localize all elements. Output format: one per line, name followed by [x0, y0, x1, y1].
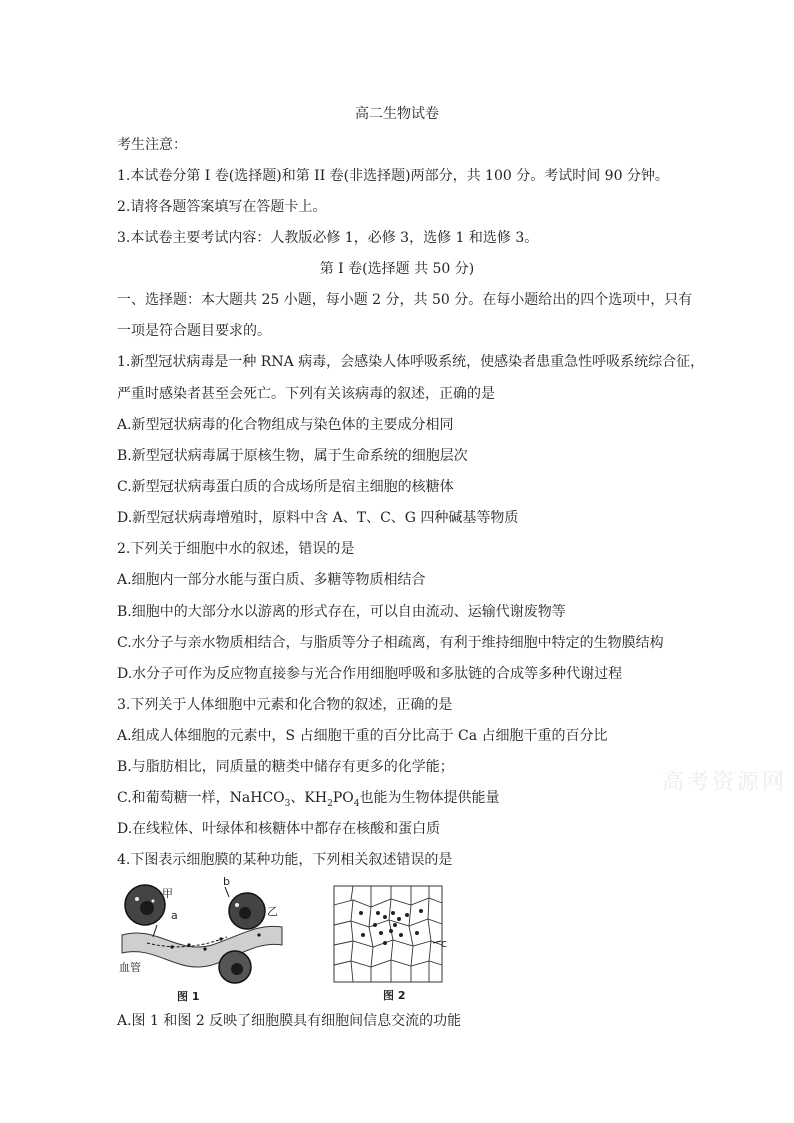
notice-1: 1.本试卷分第 I 卷(选择题)和第 II 卷(非选择题)两部分，共 100 分。考试时间 90 分钟。: [117, 168, 669, 184]
q3-option-c-sub-3: 4: [353, 798, 360, 809]
q1-option-b: B.新型冠状病毒属于原核生物，属于生命系统的细胞层次: [117, 448, 468, 464]
q3-option-c-sub-2: 2: [327, 798, 333, 809]
label-jia: 甲: [162, 887, 173, 900]
q3-option-d: D.在线粒体、叶绿体和核糖体中都存在核酸和蛋白质: [117, 821, 441, 837]
part-intro-line-1: 一、选择题：本大题共 25 小题，每小题 2 分，共 50 分。在每小题给出的四个选项中，只有: [117, 292, 693, 308]
figure-1-caption: 图 1: [177, 990, 200, 1003]
q3-option-c-text-2: 、KH: [290, 790, 328, 806]
label-b-pointer: [225, 887, 229, 897]
q3-stem: 3.下列关于人体细胞中元素和化合物的叙述，正确的是: [117, 697, 453, 713]
q1-option-a: A.新型冠状病毒的化合物组成与染色体的主要成分相同: [117, 417, 454, 433]
q1-option-d: D.新型冠状病毒增殖时，原料中含 A、T、C、G 四种碱基等物质: [117, 510, 519, 526]
label-a: a: [171, 909, 178, 922]
notice-heading: 考生注意：: [117, 137, 187, 153]
q2-option-d: D.水分子可作为反应物直接参与光合作用细胞呼吸和多肽链的合成等多种代谢过程: [117, 666, 623, 682]
q3-option-c-text-4: 也能为生物体提供能量: [359, 790, 500, 806]
figure-2-caption: 图 2: [383, 989, 406, 1002]
secretion-arrow: [153, 925, 157, 937]
section-title: 第 I 卷(选择题 共 50 分): [319, 261, 475, 277]
q3-option-b: B.与脂肪相比，同质量的糖类中储存有更多的化学能；: [117, 759, 454, 775]
notice-3: 3.本试卷主要考试内容：人教版必修 1，必修 3，选修 1 和选修 3。: [117, 230, 539, 246]
q2-stem: 2.下列关于细胞中水的叙述，错误的是: [117, 541, 355, 557]
q4-option-a: A.图 1 和图 2 反映了细胞膜具有细胞间信息交流的功能: [117, 1013, 462, 1029]
page-title: 高二生物试卷: [355, 106, 439, 122]
figure-1: [117, 875, 287, 1005]
q1-stem-line-1: 1.新型冠状病毒是一种 RNA 病毒，会感染人体呼吸系统，使感染者患重急性呼吸系统综合征，: [117, 354, 705, 370]
label-vessel: 血管: [119, 961, 141, 974]
q4-stem: 4.下图表示细胞膜的某种功能，下列相关叙述错误的是: [117, 852, 453, 868]
q2-option-a: A.细胞内一部分水能与蛋白质、多糖等物质相结合: [117, 572, 426, 588]
part-intro-line-2: 一项是符合题目要求的。: [117, 323, 271, 339]
label-c: c: [441, 937, 448, 950]
figure-2: [333, 885, 453, 1005]
q2-option-b: B.细胞中的大部分水以游离的形式存在，可以自由流动、运输代谢废物等: [117, 604, 566, 620]
q3-option-c-text-1: C.和葡萄糖一样，NaHCO: [117, 790, 285, 806]
q1-stem-line-2: 严重时感染者甚至会死亡。下列有关该病毒的叙述，正确的是: [117, 386, 495, 402]
figure-2-drawing: [333, 885, 448, 985]
notice-2: 2.请将各题答案填写在答题卡上。: [117, 199, 327, 215]
q1-option-c: C.新型冠状病毒蛋白质的合成场所是宿主细胞的核糖体: [117, 479, 454, 495]
target-cell: [219, 951, 251, 983]
label-b: b: [223, 875, 230, 888]
blood-vessel: [122, 926, 282, 967]
label-yi: 乙: [267, 905, 278, 918]
q3-option-c-text-3: PO: [332, 790, 354, 806]
figure-1-drawing: [117, 875, 287, 1005]
cell-yi: [229, 893, 265, 929]
q2-option-c: C.水分子与亲水物质相结合，与脂质等分子相疏离，有利于维持细胞中特定的生物膜结构: [117, 635, 664, 651]
q3-option-c-sub-1: 3: [284, 798, 291, 809]
cell-jia: [125, 885, 165, 925]
q3-option-a: A.组成人体细胞的元素中，S 占细胞干重的百分比高于 Ca 占细胞干重的百分比: [117, 728, 608, 744]
q3-option-c: [117, 789, 499, 813]
watermark: 高考资源网: [662, 770, 788, 795]
